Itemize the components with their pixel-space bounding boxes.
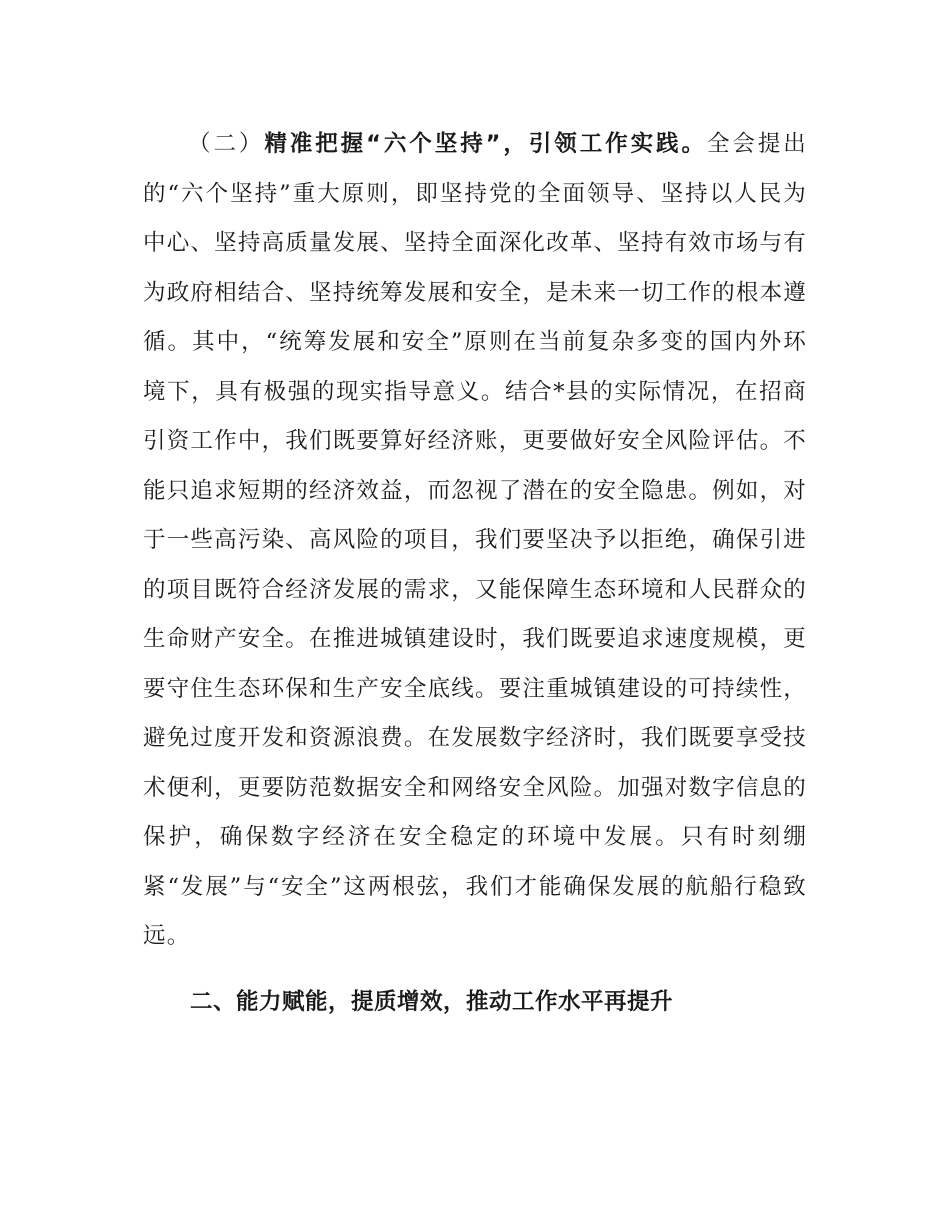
paragraph-text: 全会提出的“六个坚持”重大原则，即坚持党的全面领导、坚持以人民为中心、坚持高质量发展、坚持全面深化改革、坚持有效市场与有为政府相结合、坚持统筹发展和安全，是未来一切工作的根本遵循。其中，“统筹发展和安全”原则在当前复杂多变的国内外环境下，具有极强的现实指导意义。结合*县的实际情况，在招商引资工作中，我们既要算好经济账，更要做好安全风险评估。不能只追求短期的经济效益，而忽视了潜在的安全隐患。例如，对于一些高污染、高风险的项目，我们要坚决予以拒绝，确保引进的项目既符合经济发展的需求，又能保障生态环境和人民群众的生命财产安全。在推进城镇建设时，我们既要追求速度规模，更要守住生态环保和生产安全底线。要注重城镇建设的可持续性，避免过度开发和资源浪费。在发展数字经济时，我们既要享受技术便利，更要防范数据安全和网络安全风险。加强对数字信息的保护，确保数字经济在安全稳定的环境中发展。只有时刻绷紧“发展”与“安全”这两根弦，我们才能确保发展的航船行稳致远。: [143, 131, 807, 949]
body-paragraph: [143, 120, 807, 962]
paragraph-bold-lead: 精准把握“六个坚持”，引领工作实践。: [264, 131, 707, 157]
section-heading: 二、能力赋能，提质增效，推动工作水平再提升: [190, 989, 674, 1015]
paragraph-number: （二）: [188, 131, 265, 157]
